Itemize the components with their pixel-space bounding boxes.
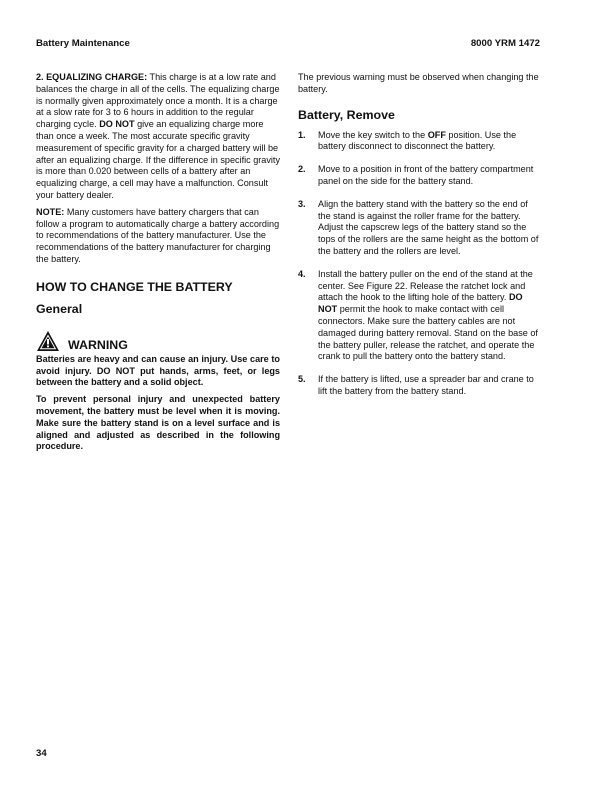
intro-paragraph: The previous warning must be observed when changing the battery. [298, 72, 539, 94]
note-text: Many customers have battery chargers that can follow a program to automatically charge a battery according to recommendations of the battery manufacturer. Use the recommendations of the battery manufacturer for charging the battery. [36, 206, 280, 264]
warning-header [36, 330, 280, 352]
warning-triangle-icon [36, 330, 60, 352]
note-paragraph [36, 207, 280, 266]
list-item [298, 374, 540, 398]
step-text-pre: Install the battery puller on the end of the stand at the center. See Figure 22. Release the ratchet lock and attach the hook to the lifting hole of the battery. [318, 268, 533, 303]
step-text [318, 130, 540, 154]
list-item [298, 269, 540, 363]
step-text-pre: Move the key switch to the [318, 129, 428, 140]
step-text: If the battery is lifted, use a spreader bar and crane to lift the battery from the battery stand. [318, 374, 534, 396]
header-document-id: 8000 YRM 1472 [470, 38, 540, 49]
equalizing-text-2: give an equalizing charge more than once a week. The most accurate specific gravity measurement of specific gravity for a charged battery will be after an equalizing charge. If the difference in specific gravity is more than 0.020 between cells of a battery after an equalizing charge, a cell may have a malfunction. Consult your battery dealer. [36, 119, 280, 200]
step-number: 1. [298, 129, 306, 140]
warning-title: WARNING [68, 337, 128, 352]
page-number: 34 [36, 748, 47, 759]
equalizing-charge-paragraph [36, 72, 280, 202]
remove-steps-list [298, 130, 540, 398]
step-number: 4. [298, 268, 306, 279]
step-text: Align the battery stand with the battery so the end of the stand is against the roller frame for the battery. Adjust the capscrew legs of the battery stand so the tops of the rollers are the same height as the bottom of the battery and the rollers are level. [318, 198, 539, 256]
warning-text-2: To prevent personal injury and unexpected battery movement, the battery must be level when it is moving. Make sure the battery stand is on a level surface and is aligned and adjusted as described in the following procedure. [36, 394, 280, 452]
step-number: 3. [298, 198, 306, 209]
step-text-post: position. Use the battery disconnect to disconnect the battery. [318, 129, 517, 152]
left-column [36, 72, 280, 458]
step-text: Move to a position in front of the battery compartment panel on the side for the battery stand. [318, 164, 534, 186]
step-text-bold: DO NOT [318, 292, 523, 315]
step-text-bold: OFF [427, 129, 446, 140]
subsection-title: General [36, 301, 83, 316]
list-item [298, 130, 540, 154]
header-section-title: Battery Maintenance [36, 38, 130, 49]
step-text [318, 269, 540, 363]
list-item [298, 164, 540, 188]
equalizing-text-1: This charge is at a low rate and balances the charge in all of the cells. The equalizing charge is normally given approximately once a month. It is a charge at a slow rate for 3 to 6 hours in addition to the regular charging cycle. [36, 72, 280, 130]
step-number: 5. [298, 374, 306, 385]
equalizing-charge-label: 2. EQUALIZING CHARGE: [36, 72, 148, 82]
step-number: 2. [298, 164, 306, 175]
equalizing-do-not: DO NOT [99, 119, 135, 130]
battery-remove-heading: Battery, Remove [298, 107, 395, 122]
step-text-post: permit the hook to make contact with cell connectors. Make sure the battery cables are not damaged during battery removal. Stand on the base of the battery puller, release the ratchet, and operate the crank to pull the battery onto the battery stand. [318, 304, 538, 362]
list-item [298, 199, 540, 258]
warning-text-1: Batteries are heavy and can cause an injury. Use care to avoid injury. DO NOT put hands, arms, feet, or legs between the battery and a solid object. [36, 353, 280, 388]
right-column [298, 72, 540, 409]
note-label: NOTE: [36, 206, 65, 217]
section-title: HOW TO CHANGE THE BATTERY [36, 279, 233, 294]
